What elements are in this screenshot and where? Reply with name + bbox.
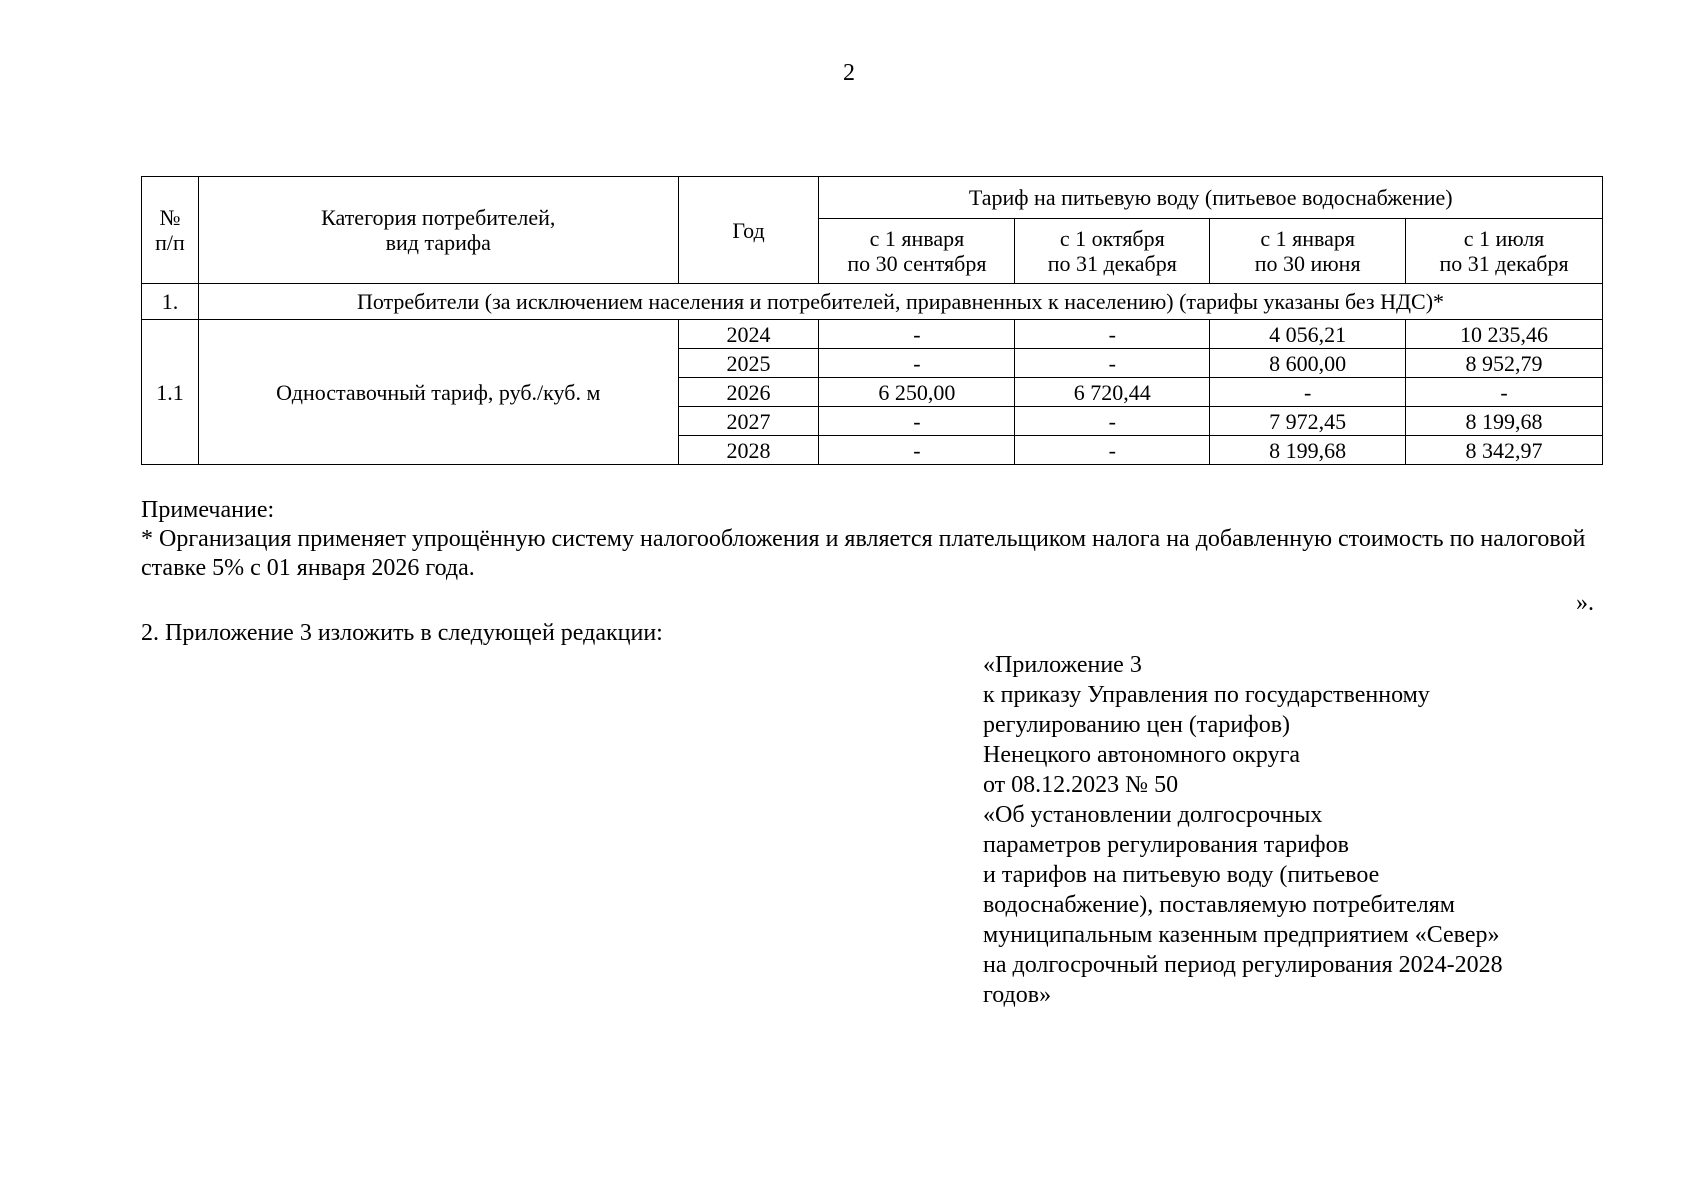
appendix-line: на долгосрочный период регулирования 2024-2028 xyxy=(983,952,1503,978)
appendix-line: муниципальным казенным предприятием «Север» xyxy=(983,922,1500,948)
value-cell: - xyxy=(1406,378,1603,407)
header-year: Год xyxy=(678,177,819,284)
note-text: * Организация применяет упрощённую систему налогообложения и является плательщиком налога на добавленную стоимость по налоговой ставке 5% с 01 января 2026 года. xyxy=(141,526,1586,581)
year-cell: 2027 xyxy=(678,407,819,436)
value-cell: 7 972,45 xyxy=(1210,407,1406,436)
page-number: 2 xyxy=(843,60,855,86)
value-cell: 8 600,00 xyxy=(1210,349,1406,378)
year-cell: 2025 xyxy=(678,349,819,378)
value-cell: 6 720,44 xyxy=(1015,378,1210,407)
value-cell: 10 235,46 xyxy=(1406,320,1603,349)
header-period: с 1 октября по 31 декабря xyxy=(1015,219,1210,284)
item-label: Одноставочный тариф, руб./куб. м xyxy=(198,320,678,465)
header-period: с 1 января по 30 июня xyxy=(1210,219,1406,284)
header-num: № п/п xyxy=(142,177,199,284)
section-title: Потребители (за исключением населения и потребителей, приравненных к населению) (тарифы указаны без НДС)* xyxy=(198,284,1602,320)
table-row xyxy=(142,320,1603,349)
appendix-line: «Приложение 3 xyxy=(983,652,1142,678)
value-cell: 8 952,79 xyxy=(1406,349,1603,378)
value-cell: 8 199,68 xyxy=(1210,436,1406,465)
value-cell: 8 342,97 xyxy=(1406,436,1603,465)
note-title: Примечание: xyxy=(141,497,275,523)
tariff-table xyxy=(141,176,1603,465)
appendix-line: Ненецкого автономного округа xyxy=(983,742,1301,768)
value-cell: - xyxy=(819,407,1015,436)
value-cell: 8 199,68 xyxy=(1406,407,1603,436)
header-category: Категория потребителей, вид тарифа xyxy=(198,177,678,284)
value-cell: 4 056,21 xyxy=(1210,320,1406,349)
appendix-line: регулированию цен (тарифов) xyxy=(983,712,1291,738)
appendix-line: и тарифов на питьевую воду (питьевое xyxy=(983,862,1380,888)
value-cell: 6 250,00 xyxy=(819,378,1015,407)
value-cell: - xyxy=(819,349,1015,378)
header-period: с 1 июля по 31 декабря xyxy=(1406,219,1603,284)
closing-quote: ». xyxy=(1576,590,1594,616)
year-cell: 2024 xyxy=(678,320,819,349)
appendix-header xyxy=(983,650,1623,1010)
value-cell: - xyxy=(1015,407,1210,436)
year-cell: 2028 xyxy=(678,436,819,465)
value-cell: - xyxy=(1210,378,1406,407)
year-cell: 2026 xyxy=(678,378,819,407)
header-period: с 1 января по 30 сентября xyxy=(819,219,1015,284)
appendix-line: параметров регулирования тарифов xyxy=(983,832,1349,858)
value-cell: - xyxy=(1015,436,1210,465)
appendix-line: водоснабжение), поставляемую потребителям xyxy=(983,892,1455,918)
appendix-line: от 08.12.2023 № 50 xyxy=(983,772,1179,798)
section-num: 1. xyxy=(142,284,199,320)
item-num: 1.1 xyxy=(142,320,199,465)
value-cell: - xyxy=(1015,320,1210,349)
appendix-line: к приказу Управления по государственному xyxy=(983,682,1430,708)
value-cell: - xyxy=(819,320,1015,349)
note xyxy=(141,496,1611,583)
appendix-line: годов» xyxy=(983,982,1052,1008)
item-2-text: 2. Приложение 3 изложить в следующей редакции: xyxy=(141,620,663,646)
value-cell: - xyxy=(819,436,1015,465)
appendix-line: «Об установлении долгосрочных xyxy=(983,802,1323,828)
header-tariff-group: Тариф на питьевую воду (питьевое водоснабжение) xyxy=(819,177,1603,219)
value-cell: - xyxy=(1015,349,1210,378)
